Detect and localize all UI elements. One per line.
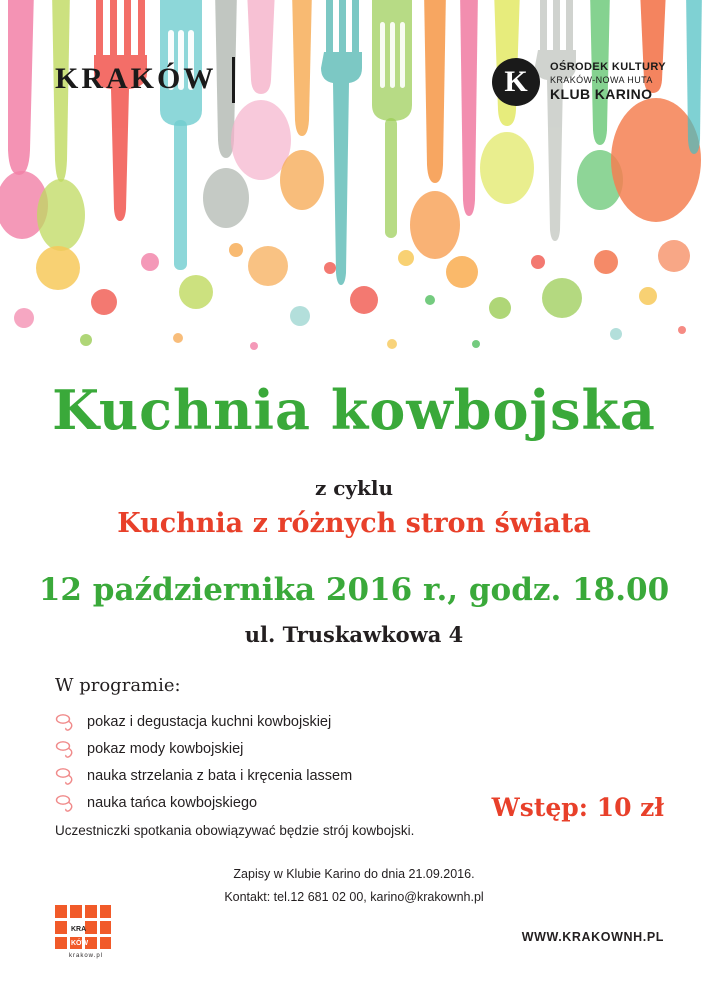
krakow-pl-mark bbox=[55, 905, 111, 949]
programme-item-label: nauka tańca kowbojskiego bbox=[87, 794, 258, 811]
event-date: 12 października 2016 r., godz. 18.00 bbox=[38, 572, 670, 608]
dress-code-note: Uczestniczki spotkania obowiązywać będzie strój kowbojski. bbox=[55, 823, 415, 838]
programme-item-label: pokaz i degustacja kuchni kowbojskiej bbox=[87, 713, 332, 730]
decorative-cutlery-graphic bbox=[0, 0, 708, 370]
institution-line-3: KLUB KARINO bbox=[550, 85, 653, 102]
programme-item-label: nauka strzelania z bata i kręcenia lassem bbox=[87, 767, 353, 784]
krakow-logo-divider bbox=[232, 57, 235, 103]
institution-logo-mark: K bbox=[492, 58, 540, 106]
krakow-pl-caption: krakow.pl bbox=[68, 953, 103, 959]
programme-heading: W programie: bbox=[55, 675, 181, 696]
svg-text:KÓW: KÓW bbox=[71, 940, 89, 947]
event-address: ul. Truskawkowa 4 bbox=[244, 622, 464, 647]
programme-list bbox=[55, 708, 535, 816]
list-item bbox=[55, 708, 535, 735]
svg-text:KRA: KRA bbox=[71, 926, 87, 933]
contact-info: Kontakt: tel.12 681 02 00, karino@krakownh.pl bbox=[224, 889, 484, 904]
series-label: z cyklu bbox=[314, 476, 394, 500]
krakow-city-logo: KRAKÓW bbox=[55, 62, 217, 95]
institution-line-1: OŚRODEK KULTURY bbox=[550, 60, 666, 73]
lasso-icon bbox=[55, 793, 77, 813]
institution-line-2: KRAKÓW-NOWA HUTA bbox=[550, 74, 653, 85]
list-item bbox=[55, 789, 535, 816]
list-item bbox=[55, 762, 535, 789]
poster-title: Kuchnia kowbojska bbox=[52, 378, 656, 442]
series-title: Kuchnia z różnych stron świata bbox=[117, 508, 591, 539]
lasso-icon bbox=[55, 739, 77, 759]
institution-logo bbox=[492, 58, 666, 106]
lasso-icon bbox=[55, 712, 77, 732]
krakow-pl-logo bbox=[55, 905, 117, 959]
signup-info bbox=[0, 863, 708, 908]
programme-item-label: pokaz mody kowbojskiej bbox=[87, 740, 244, 757]
footer-website-url: WWW.KRAKOWNH.PL bbox=[521, 930, 664, 944]
signup-deadline: Zapisy w Klubie Karino do dnia 21.09.2016. bbox=[233, 867, 475, 881]
lasso-icon bbox=[55, 766, 77, 786]
list-item bbox=[55, 735, 535, 762]
price-label: Wstęp: 10 zł bbox=[491, 793, 664, 822]
